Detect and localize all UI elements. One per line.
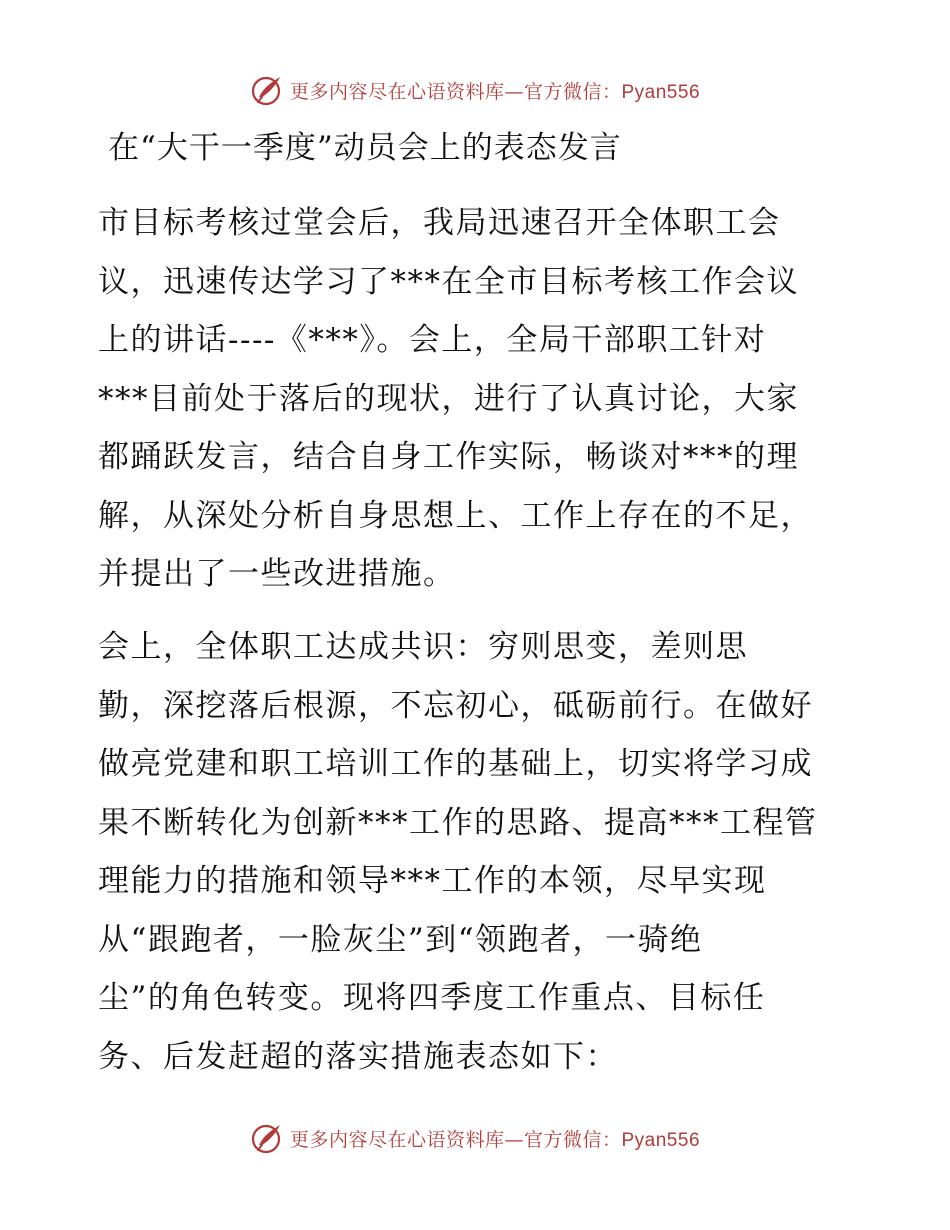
- paragraph-line: 议，迅速传达学习了***在全市目标考核工作会议: [98, 263, 799, 300]
- paragraph-line: 并提出了一些改进措施。: [98, 556, 456, 592]
- banner-content: [250, 1121, 700, 1155]
- paragraph-line: 都踊跃发言，结合自身工作实际，畅谈对***的理: [98, 439, 799, 475]
- paragraph-line: 会上，全体职工达成共识：穷则思变，差则思: [98, 629, 748, 665]
- paragraph-line: ***目前处于落后的现状，进行了认真讨论，大家: [98, 380, 799, 417]
- paragraph-line: 做亮党建和职工培训工作的基础上，切实将学习成: [98, 746, 813, 782]
- paragraph-line: 从“跟跑者，一脸灰尘”到“领跑者，一骑绝: [98, 921, 703, 958]
- document-title: 在“大干一季度”动员会上的表态发言: [108, 130, 622, 166]
- paragraph-1: [98, 194, 858, 604]
- banner-site-name: 更多内容尽在心语资料库: [289, 80, 505, 103]
- paragraph-line: 理能力的措施和领导***工作的本领，尽早实现: [98, 863, 767, 899]
- banner-wechat-label: 官方微信：: [523, 1128, 622, 1151]
- banner-content: [250, 73, 700, 107]
- paragraph-line: 尘”的角色转变。现将四季度工作重点、目标任: [98, 980, 766, 1016]
- paragraph-line: 勤，深挖落后根源，不忘初心，砥砺前行。在做好: [98, 687, 813, 724]
- banner-wechat-id: Pyan556: [621, 81, 701, 103]
- paragraph-line: 果不断转化为创新***工作的思路、提高***工程管: [98, 804, 818, 841]
- quill-logo-icon: [250, 73, 284, 107]
- paragraph-line: 市目标考核过堂会后，我局迅速召开全体职工会: [98, 205, 781, 241]
- paragraph-line: 务、后发赶超的落实措施表态如下：: [98, 1038, 618, 1075]
- footer-banner: [0, 1118, 950, 1158]
- header-banner: [0, 70, 950, 110]
- banner-text: [290, 77, 700, 104]
- banner-site-name: 更多内容尽在心语资料库: [289, 1128, 505, 1151]
- paragraph-line: 解，从深处分析自身思想上、工作上存在的不足，: [98, 497, 813, 534]
- banner-dash: —: [504, 80, 524, 103]
- paragraph-line: 上的讲话----《***》。会上，全局干部职工针对: [98, 322, 767, 358]
- banner-wechat-id: Pyan556: [621, 1129, 701, 1151]
- paragraph-2: [98, 618, 858, 1086]
- banner-dash: —: [504, 1128, 524, 1151]
- banner-wechat-label: 官方微信：: [523, 80, 622, 103]
- quill-logo-icon: [250, 1121, 284, 1155]
- banner-text: [290, 1125, 700, 1152]
